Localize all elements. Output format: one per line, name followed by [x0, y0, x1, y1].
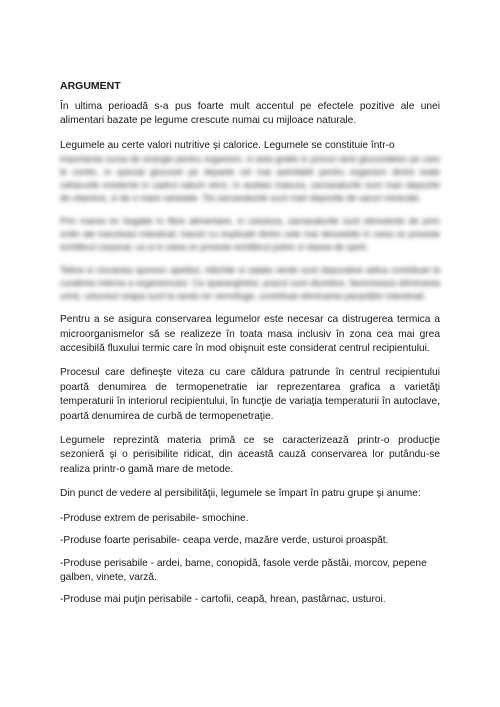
- paragraph-perishability: Din punct de vedere al persibilităţii, legumele se împart în patru grupe şi anume:: [60, 488, 421, 500]
- paragraph-raw-material: Legumele reprezintă materia primă ce se caracterizează printr-o producţie sezonieră şi o perisibilite ridicat, din această cauză conservarea lor putându-se realiza printr-o gamă mare de metode.: [60, 435, 440, 475]
- blurred-paragraph-energy: importanta sursa de energie pentru organism, si asta gratie in primul rand glucozidelor pe care le contin, in special glucozei pe departe cel mai asimilabil pentru organism dintre toate zaharurile existente in cadrul naturii verzi. In acelasi masura, zarzavaturile sunt mari depozite de vitamine, si de o mare varietate. Tot zarzavaturile sunt mari depozite de saruri minerale.: [60, 154, 440, 204]
- list-item: -Produse foarte perisabile- ceapa verde, mazăre verde, usturoi proaspăt.: [60, 535, 389, 547]
- perishability-list: [60, 512, 440, 608]
- paragraph-nutrition: [60, 139, 440, 153]
- list-item: -Produse perisabile - ardei, bame, conopidă, fasole verde păstăi, morcov, pepene galben, vinete, varză.: [60, 557, 427, 583]
- paragraph-conservation: Pentru a se asigura conservarea legumelor este necesar ca distrugerea termica a microorganismelor să se realizeze în toata masa inclusiv în zona cea mai grea accesibilă fluxului termic care în mod obişnuit este considerat centrul recipientului.: [60, 314, 440, 355]
- paragraph-intro: În ultima perioadă s-a pus foarte mult accentul pe efectele pozitive ale unei alimentari bazate pe legume crescute numai cu mijloace naturale.: [60, 101, 440, 127]
- paragraph-nutrition-visible-line: Legumele au certe valori nutritive și calorice. Legumele se constituie într-o: [60, 139, 395, 151]
- document-page: [60, 80, 440, 616]
- list-item: -Produse mai puţin perisabile - cartofii, ceapă, hrean, pastârnac, usturoi.: [60, 594, 386, 606]
- list-item: -Produse extrem de perisabile- smochine.: [60, 512, 249, 524]
- blurred-paragraph-fibre: Prin marea lor bogatie in fibre alimentare, in celuloza, zarzavaturile sunt stimulente de prim ordin ale tranzitului intestinal, tranzit cu implicatii dintre cele mai deosebite in ceea ce priveste echilibrul corporal, ca si in ceea ce priveste echilibrul psihic si starea de spirit.: [60, 216, 440, 253]
- blurred-paragraph-vegetables: Telina si ciocanea sporesc apetitul, ridichile si salata verde sunt depurative adica contribuie la curatirea interna a organismului. Ca sparanghelul, prazul sunt diuretice, favorizeaza eliminarea urinii, usturoiul ceapa sunt la randu lor vermifuge, contribuie eliminarea paraziților intestinali.: [60, 265, 440, 302]
- paragraph-thermopenetration: Procesul care defineşte viteza cu care căldura patrunde în centrul recipientului poartă denumirea de termopenetratie iar reprezentarea grafica a varietăţi temperaturii în interiorul recipientului, în funcţie de variaţia temperaturii în autoclave, poartă denumirea de curbă de termopenetraţie.: [60, 367, 440, 422]
- document-title: ARGUMENT: [60, 80, 121, 92]
